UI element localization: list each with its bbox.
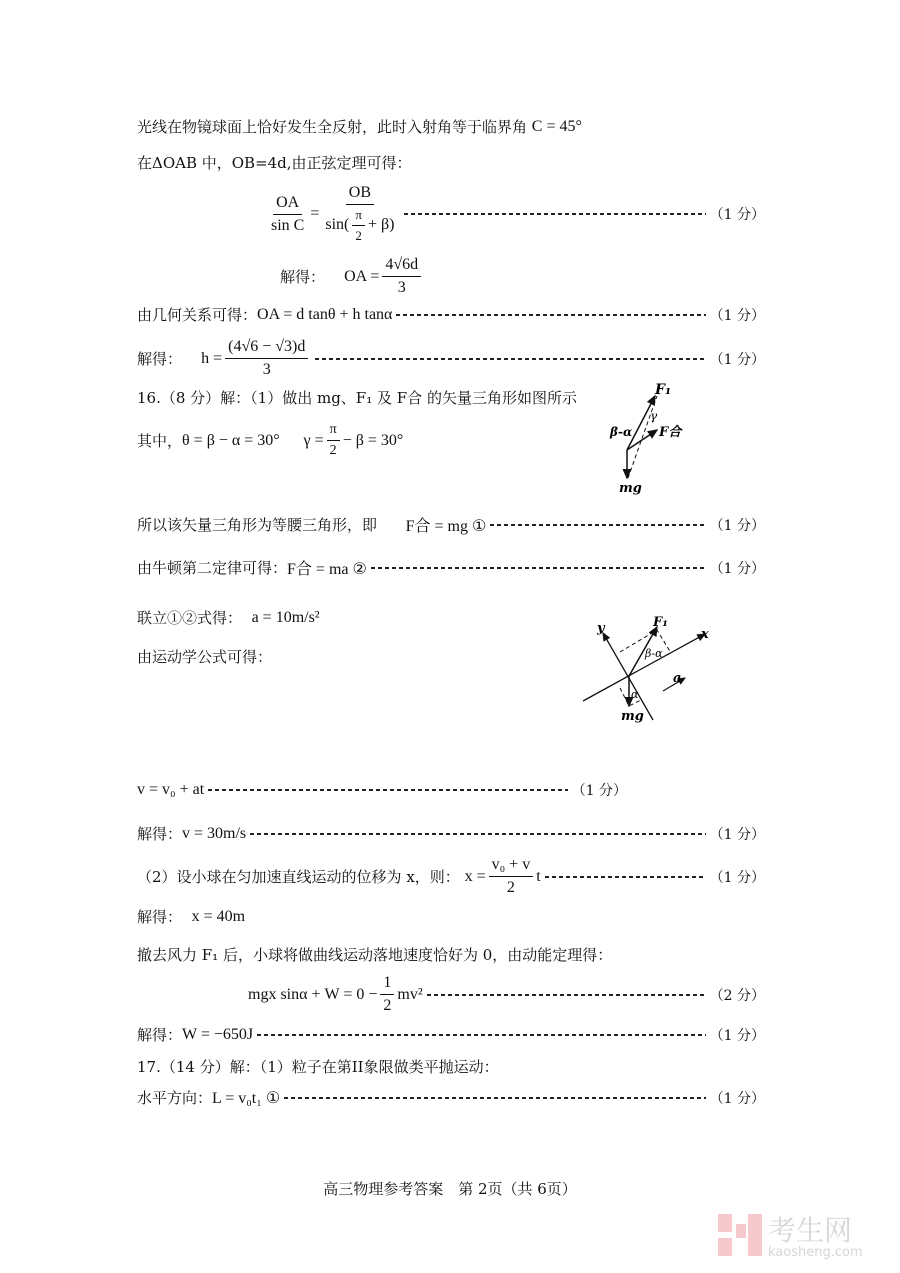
text: 撤去风力 F₁ 后，小球将做曲线运动落地速度恰好为 0，由动能定理得： — [137, 946, 613, 964]
text: 解得： — [137, 350, 183, 368]
numerator: OB — [346, 184, 374, 205]
math: F合 = ma ② — [287, 561, 367, 578]
math: F合 = mg ① — [405, 518, 487, 535]
label-gamma: γ — [650, 409, 658, 423]
denominator: 3 — [397, 279, 406, 296]
dashed-leader — [371, 567, 706, 569]
math: OA = — [344, 267, 380, 285]
fraction — [382, 256, 421, 297]
math: + β) — [367, 216, 395, 234]
text-line — [137, 1056, 499, 1077]
numerator: π — [352, 207, 365, 226]
text: （2）设小球在匀加速直线运动的位移为 x，则： — [137, 868, 460, 886]
label-x: x — [701, 627, 709, 642]
text: 在ΔOAB 中，OB=4d,由正弦定理可得： — [137, 154, 412, 172]
label-fhe: F合 — [659, 425, 682, 440]
dashed-leader — [250, 833, 705, 835]
math: a = 10m/s² — [251, 608, 320, 626]
label-angle: β-α — [645, 647, 663, 660]
text: 联立①②式得： — [137, 609, 243, 627]
label-mg: mg — [621, 709, 644, 724]
denominator: 2 — [506, 879, 515, 896]
score: （1 分） — [571, 783, 627, 799]
score: （1 分） — [709, 307, 765, 324]
numerator: OA — [273, 194, 302, 215]
score: （2 分） — [709, 987, 765, 1004]
text-line — [137, 116, 582, 137]
fraction — [489, 856, 534, 897]
page-footer: 高三物理参考答案 第 2页（共 6页） — [323, 1180, 577, 1198]
denominator: 2 — [383, 997, 392, 1014]
text: 所以该矢量三角形为等腰三角形，即 — [137, 516, 378, 534]
fraction — [322, 184, 397, 244]
numerator: 1 — [380, 974, 394, 995]
dashed-leader — [545, 876, 706, 878]
math: v = v₀ + at — [137, 781, 205, 798]
text-line — [137, 944, 612, 965]
equation-line — [137, 304, 765, 325]
dashed-leader — [315, 358, 705, 360]
math: mv² — [397, 985, 423, 1003]
equation-line — [137, 780, 627, 800]
score: （1 分） — [709, 1027, 765, 1044]
text-line — [137, 152, 412, 173]
text: 解得： — [137, 825, 183, 843]
math: h = — [201, 349, 223, 367]
text: 由几何关系可得： — [137, 306, 258, 324]
numerator: π — [327, 422, 340, 441]
math: γ = — [303, 431, 324, 449]
dashed-leader — [257, 1034, 706, 1036]
equation-line — [137, 856, 765, 897]
text-line — [137, 646, 272, 667]
equation-line — [137, 1024, 765, 1045]
label-a: a — [673, 671, 682, 686]
text: 17.（14 分）解：（1）粒子在第II象限做类平抛运动： — [137, 1058, 499, 1076]
kaosheng-watermark-logo — [718, 1210, 888, 1260]
x-axis — [583, 634, 705, 701]
math: C = 45° — [531, 117, 582, 135]
math: v = 30m/s — [182, 824, 247, 842]
denominator: 2 — [329, 443, 337, 458]
score: （1 分） — [709, 826, 765, 843]
text: 由运动学公式可得： — [137, 648, 273, 666]
numerator: v₀ + v — [489, 856, 534, 877]
math: mgx sinα + W = 0 − — [248, 985, 378, 1003]
text-line — [137, 387, 577, 408]
fraction — [380, 974, 394, 1015]
watermark-cn: 考生网 — [768, 1214, 853, 1247]
numerator: 4√6d — [382, 256, 421, 277]
dashed-projections — [620, 630, 671, 706]
text: 光线在物镜球面上恰好发生全反射，此时入射角等于临界角 — [137, 118, 528, 136]
math: W = −650J — [182, 1025, 254, 1043]
math: L = v₀t₁ ① — [212, 1089, 281, 1107]
label-angle: β-α — [610, 425, 633, 439]
fraction — [268, 194, 307, 235]
score: （1 分） — [709, 560, 765, 577]
fraction — [327, 422, 340, 459]
watermark-en: kaosheng.com — [768, 1245, 863, 1260]
label-f1: F₁ — [655, 382, 672, 398]
vector-triangle-figure — [595, 378, 705, 498]
score: （1 分） — [709, 207, 765, 223]
math: x = — [464, 867, 486, 885]
coordinate-force-figure — [575, 608, 720, 733]
equation-line — [137, 823, 765, 844]
equation-line — [137, 556, 765, 579]
score: （1 分） — [709, 869, 765, 886]
text: 水平方向： — [137, 1089, 213, 1107]
label-y: y — [597, 621, 605, 636]
text: 解得： — [137, 1026, 183, 1044]
denominator: sin C — [271, 216, 305, 234]
math: = — [310, 205, 320, 222]
dashed-leader — [490, 524, 705, 526]
equation-line — [248, 974, 765, 1015]
text: 16.（8 分）解：（1）做出 mg、F₁ 及 F合 的矢量三角形如图所示 — [137, 389, 577, 407]
equation-line — [280, 256, 424, 297]
numerator: (4√6 − √3)d — [225, 338, 308, 359]
equation-line — [137, 1087, 765, 1108]
dashed-leader — [427, 994, 706, 996]
math: sin( — [325, 216, 350, 234]
math: t — [536, 867, 541, 885]
label-mg: mg — [619, 481, 642, 496]
dashed-leader — [284, 1097, 705, 1099]
math: x = 40m — [191, 907, 246, 925]
score: （1 分） — [709, 1090, 765, 1107]
text: 解得： — [280, 268, 326, 286]
text: 解得： — [137, 908, 183, 926]
fraction — [225, 338, 308, 379]
label-f1: F₁ — [653, 615, 668, 630]
equation-line — [137, 338, 765, 379]
denominator: 3 — [262, 361, 271, 378]
equation-line — [137, 513, 765, 536]
equation-line — [137, 422, 403, 459]
math: θ = β − α = 30° — [182, 431, 280, 449]
label-alpha: α — [631, 688, 639, 701]
math: OA = d tanθ + h tanα — [257, 305, 393, 323]
dashed-leader — [396, 314, 705, 316]
dashed-leader — [404, 213, 705, 215]
score: （1 分） — [709, 517, 765, 534]
equation-line — [137, 906, 245, 927]
text: 其中， — [137, 432, 183, 450]
equation-line — [265, 184, 765, 244]
equation-line — [137, 607, 320, 628]
dashed-leader — [208, 789, 567, 791]
denominator: 2 — [355, 228, 362, 243]
math: − β = 30° — [342, 431, 404, 449]
text: 由牛顿第二定律可得： — [137, 559, 288, 577]
denominator — [322, 205, 397, 244]
score: （1 分） — [709, 351, 765, 368]
